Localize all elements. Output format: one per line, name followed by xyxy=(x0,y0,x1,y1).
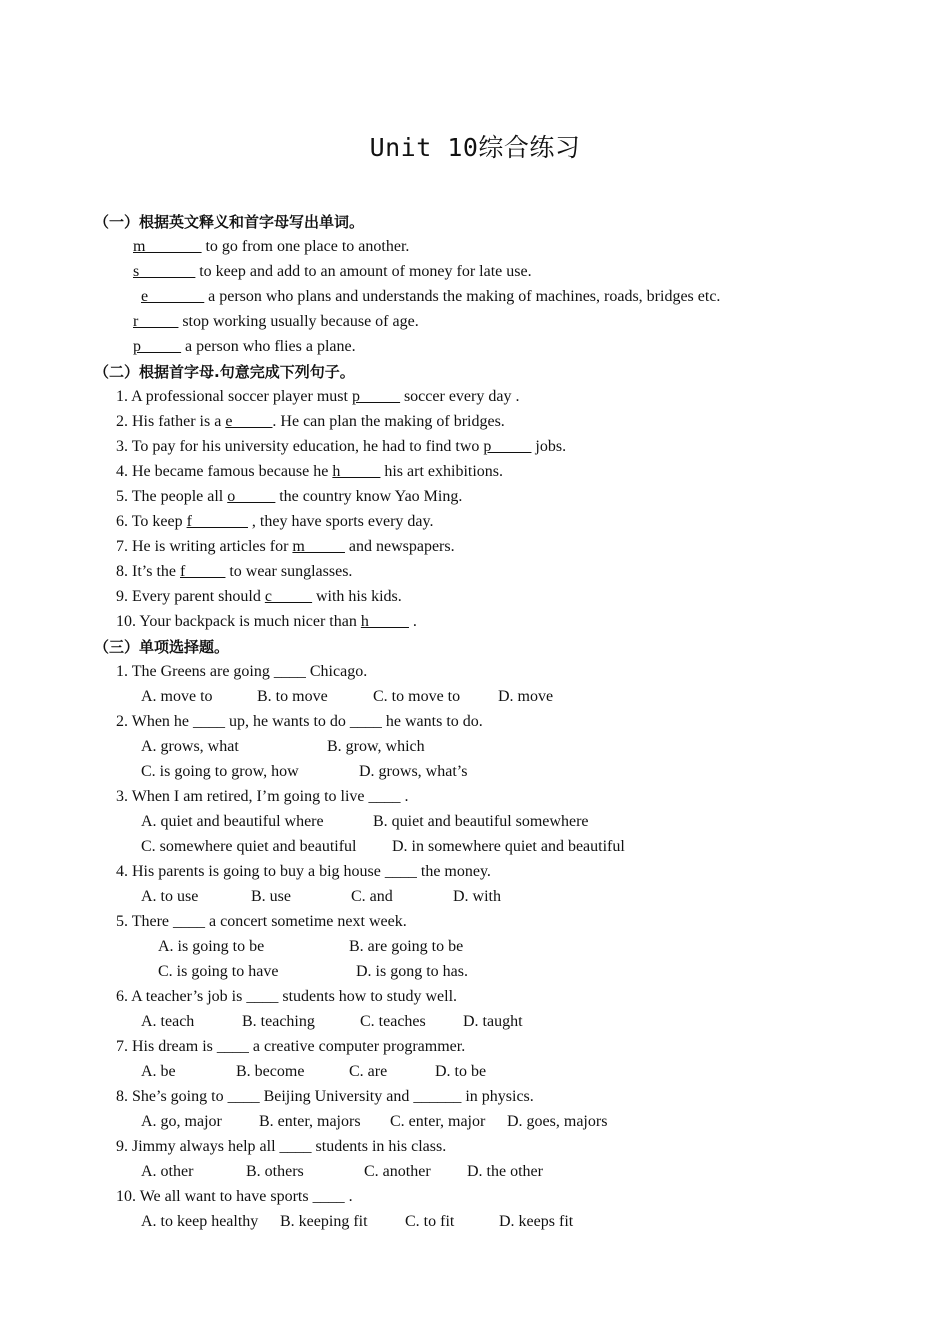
sentence-text: 4. He became famous because he xyxy=(116,463,333,480)
answer-blank: c_____ xyxy=(264,588,312,605)
definition-item xyxy=(141,287,720,307)
sentence-text: soccer every day . xyxy=(399,388,520,405)
question-stem: 2. When he ____ up, he wants to do ____ he wants to do. xyxy=(116,713,483,730)
sentence-text: . He can plan the making of bridges. xyxy=(272,413,505,430)
option-a: A. teach xyxy=(141,1013,195,1030)
option-a: A. is going to be xyxy=(158,938,265,955)
sentence-text: 8. It’s the xyxy=(116,563,180,580)
answer-blank: o_____ xyxy=(227,488,276,505)
option-d: D. in somewhere quiet and beautiful xyxy=(392,838,625,855)
option-a: A. go, major xyxy=(141,1113,222,1130)
option-b: B. are going to be xyxy=(349,938,464,955)
answer-blank: m_____ xyxy=(292,538,345,555)
option-a: A. to use xyxy=(141,888,199,905)
option-b: B. enter, majors xyxy=(259,1113,361,1130)
option-c: C. is going to have xyxy=(158,963,279,980)
sentence-item xyxy=(116,412,505,432)
sentence-text: with his kids. xyxy=(311,588,402,605)
option-d: D. the other xyxy=(467,1163,543,1180)
question-stem: 1. The Greens are going ____ Chicago. xyxy=(116,663,368,680)
option-c: C. another xyxy=(364,1163,431,1180)
option-d: D. keeps fit xyxy=(499,1213,574,1230)
answer-blank: h_____ xyxy=(360,613,409,630)
option-c: C. somewhere quiet and beautiful xyxy=(141,838,357,855)
option-d: D. is gong to has. xyxy=(356,963,468,980)
definition-text: stop working usually because of age. xyxy=(178,313,419,330)
answer-blank: e_____ xyxy=(225,413,273,430)
question-stem: 9. Jimmy always help all ____ students in his class. xyxy=(116,1138,447,1155)
option-c: C. teaches xyxy=(360,1013,426,1030)
sentence-text: 7. He is writing articles for xyxy=(116,538,293,555)
definition-text: a person who flies a plane. xyxy=(181,338,356,355)
sentence-item xyxy=(116,487,462,507)
question-stem: 8. She’s going to ____ Beijing University and ______ in physics. xyxy=(116,1088,534,1105)
option-b: B. keeping fit xyxy=(280,1213,368,1230)
sentence-text: and newspapers. xyxy=(344,538,455,555)
option-b: B. become xyxy=(236,1063,305,1080)
option-d: D. to be xyxy=(435,1063,487,1080)
option-a: A. quiet and beautiful where xyxy=(141,813,324,830)
option-d: D. with xyxy=(453,888,501,905)
question-stem: 3. When I am retired, I’m going to live ____ . xyxy=(116,788,409,805)
definition-item xyxy=(133,262,532,282)
option-c: C. and xyxy=(351,888,393,905)
section-1-heading: （一）根据英文释义和首字母写出单词。 xyxy=(94,213,365,231)
sentence-item xyxy=(116,437,566,457)
option-d: D. grows, what’s xyxy=(359,763,468,780)
option-a: A. other xyxy=(141,1163,194,1180)
question-stem: 7. His dream is ____ a creative computer programmer. xyxy=(116,1038,466,1055)
sentence-text: his art exhibitions. xyxy=(380,463,503,480)
option-b: B. others xyxy=(246,1163,304,1180)
sentence-item xyxy=(116,612,417,632)
option-b: B. teaching xyxy=(242,1013,315,1030)
question-stem: 10. We all want to have sports ____ . xyxy=(116,1188,353,1205)
option-c: C. are xyxy=(349,1063,388,1080)
option-b: B. grow, which xyxy=(327,738,425,755)
option-a: A. grows, what xyxy=(141,738,239,755)
section-3-heading: （三）单项选择题。 xyxy=(94,638,230,656)
sentence-item xyxy=(116,537,455,557)
answer-blank: r_____ xyxy=(133,313,179,330)
sentence-text: 3. To pay for his university education, he had to find two xyxy=(116,438,484,455)
question-stem: 5. There ____ a concert sometime next week. xyxy=(116,913,407,930)
section-2-heading: （二）根据首字母.句意完成下列句子。 xyxy=(94,363,355,381)
answer-blank: p_____ xyxy=(351,388,400,405)
sentence-text: 2. His father is a xyxy=(116,413,226,430)
option-b: B. to move xyxy=(257,688,328,705)
question-stem: 6. A teacher’s job is ____ students how to study well. xyxy=(116,988,458,1005)
sentence-text: 1. A professional soccer player must xyxy=(116,388,352,405)
option-c: C. enter, major xyxy=(390,1113,486,1130)
option-d: D. taught xyxy=(463,1013,523,1030)
sentence-text: 9. Every parent should xyxy=(116,588,265,605)
answer-blank: m_______ xyxy=(133,238,202,255)
answer-blank: f_______ xyxy=(186,513,248,530)
sentence-text: . xyxy=(408,613,417,630)
sentence-text: 6. To keep xyxy=(116,513,187,530)
sentence-text: 5. The people all xyxy=(116,488,228,505)
sentence-item xyxy=(116,387,519,407)
sentence-text: the country know Yao Ming. xyxy=(275,488,463,505)
sentence-item xyxy=(116,512,433,532)
definition-text: to go from one place to another. xyxy=(201,238,410,255)
sentence-text: jobs. xyxy=(531,438,567,455)
option-d: D. goes, majors xyxy=(507,1113,608,1130)
sentence-item xyxy=(116,587,402,607)
answer-blank: e_______ xyxy=(141,288,205,305)
option-b: B. use xyxy=(251,888,291,905)
sentence-item xyxy=(116,462,503,482)
answer-blank: s_______ xyxy=(133,263,196,280)
option-a: A. to keep healthy xyxy=(141,1213,259,1230)
answer-blank: h_____ xyxy=(332,463,381,480)
option-c: C. to fit xyxy=(405,1213,455,1230)
option-b: B. quiet and beautiful somewhere xyxy=(373,813,589,830)
option-a: A. be xyxy=(141,1063,176,1080)
answer-blank: p_____ xyxy=(133,338,181,355)
definition-item xyxy=(133,337,356,357)
option-a: A. move to xyxy=(141,688,213,705)
question-stem: 4. His parents is going to buy a big house ____ the money. xyxy=(116,863,491,880)
sentence-text: , they have sports every day. xyxy=(247,513,434,530)
answer-blank: f_____ xyxy=(180,563,226,580)
sentence-text: to wear sunglasses. xyxy=(225,563,353,580)
option-c: C. is going to grow, how xyxy=(141,763,299,780)
definition-text: to keep and add to an amount of money for late use. xyxy=(195,263,532,280)
sentence-text: 10. Your backpack is much nicer than xyxy=(116,613,361,630)
option-d: D. move xyxy=(498,688,554,705)
definition-text: a person who plans and understands the making of machines, roads, bridges etc. xyxy=(204,288,721,305)
option-c: C. to move to xyxy=(373,688,461,705)
definition-item xyxy=(133,237,409,257)
answer-blank: p_____ xyxy=(483,438,532,455)
definition-item xyxy=(133,312,419,332)
page-title: Unit 10综合练习 xyxy=(369,133,581,162)
sentence-item xyxy=(116,562,352,582)
